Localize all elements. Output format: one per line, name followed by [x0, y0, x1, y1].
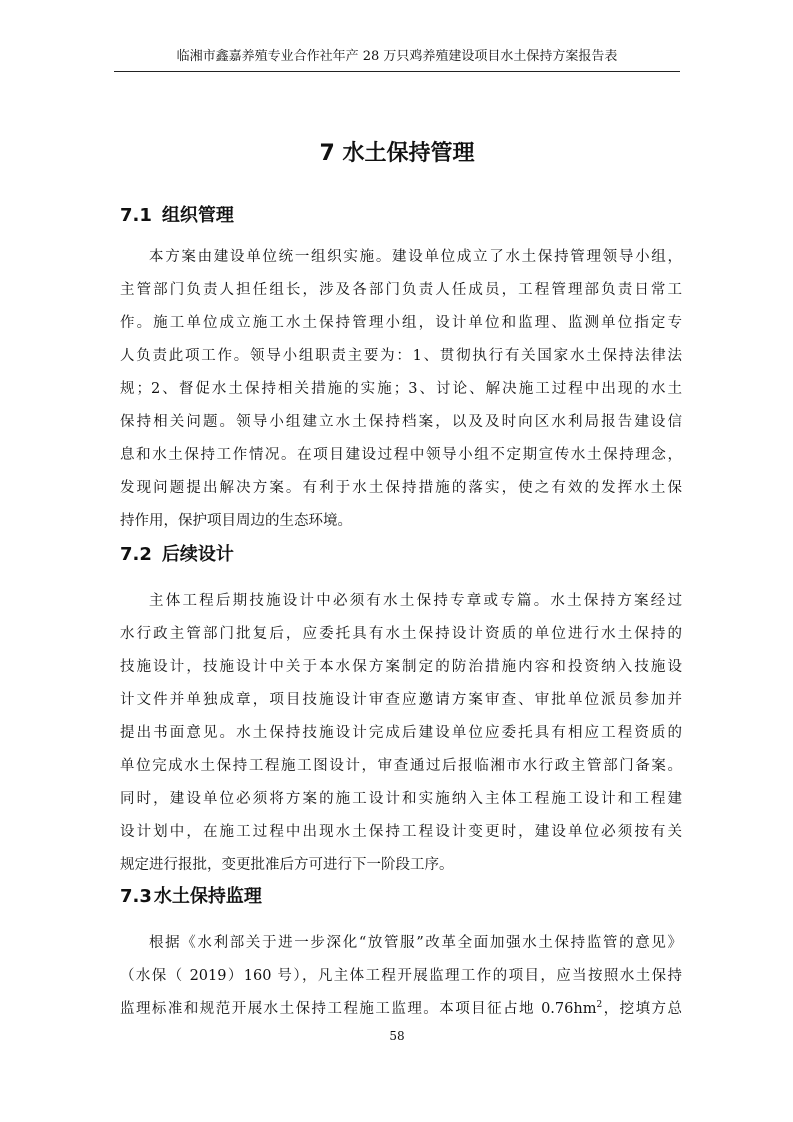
paragraph-line: 设计划中，在施工过程中出现水土保持工程设计变更时，建设单位必须按有关 — [120, 824, 682, 840]
paragraph-line: 主管部门负责人担任组长，涉及各部门负责人任成员，工程管理部负责日常工 — [120, 282, 682, 298]
paragraph-line: 持作用，保护项目周边的生态环境。 — [120, 513, 352, 529]
paragraph-line: 本方案由建设单位统一组织实施。建设单位成立了水土保持管理领导小组， — [149, 249, 682, 265]
section-heading-7-2 — [120, 542, 234, 568]
paragraph-line: 规；2、督促水土保持相关措施的实施；3、讨论、解决施工过程中出现的水土 — [120, 381, 682, 397]
page-number: 58 — [389, 1029, 405, 1043]
section-title: 水土保持监理 — [153, 886, 262, 907]
paragraph-line: 人负责此项工作。领导小组职责主要为：1、贯彻执行有关国家水土保持法律法 — [120, 348, 682, 364]
paragraph-line: 提出书面意见。水土保持技施设计完成后建设单位应委托具有相应工程资质的 — [120, 725, 682, 741]
paragraph-line: 根据《水利部关于进一步深化“放管服”改革全面加强水土保持监管的意见》 — [149, 935, 682, 951]
section-title: 组织管理 — [161, 205, 234, 226]
paragraph-follow-up-design — [120, 585, 682, 882]
header-divider — [114, 71, 680, 72]
paragraph-line: 息和水土保持工作情况。在项目建设过程中领导小组不定期宣传水土保持理念， — [120, 447, 682, 463]
paragraph-organization-management — [120, 241, 682, 538]
paragraph-line: 规定进行报批，变更批准后方可进行下一阶段工序。 — [120, 857, 454, 873]
paragraph-line: 水行政主管部门批复后，应委托具有水土保持设计资质的单位进行水土保持的 — [120, 626, 682, 642]
line-text: 监理标准和规范开展水土保持工程施工监理。本项目征占地 0.76hm — [120, 1001, 597, 1017]
paragraph-line: （水保（ 2019）160 号），凡主体工程开展监理工作的项目，应当按照水土保持 — [120, 968, 682, 984]
section-number: 7.2 — [120, 544, 152, 565]
paragraph-line: 技施设计，技施设计中关于本水保方案制定的防治措施内容和投资纳入技施设 — [120, 659, 682, 675]
section-number: 7.1 — [120, 205, 152, 226]
paragraph-line: 计文件并单独成章，项目技施设计审查应邀请方案审查、审批单位派员参加并 — [120, 692, 682, 708]
chapter-title: 7 水土保持管理 — [319, 141, 475, 166]
paragraph-line: 发现问题提出解决方案。有利于水土保持措施的落实，使之有效的发挥水土保 — [120, 480, 682, 496]
paragraph-line: 同时，建设单位必须将方案的施工设计和实施纳入主体工程施工设计和工程建 — [120, 791, 682, 807]
line-text: ，挖填方总 — [602, 1001, 682, 1017]
paragraph-line: 单位完成水土保持工程施工图设计，审查通过后报临湘市水行政主管部门备案。 — [120, 758, 682, 774]
section-heading-7-3 — [120, 884, 262, 910]
document-header: 临湘市鑫嘉养殖专业合作社年产 28 万只鸡养殖建设项目水土保持方案报告表 — [176, 49, 618, 64]
paragraph-soil-conservation-supervision — [120, 927, 682, 1026]
section-number: 7.3 — [120, 886, 152, 907]
paragraph-line: 作。施工单位成立施工水土保持管理小组，设计单位和监理、监测单位指定专 — [120, 315, 682, 331]
section-heading-7-1 — [120, 203, 234, 229]
paragraph-line: 主体工程后期技施设计中必须有水土保持专章或专篇。水土保持方案经过 — [149, 593, 682, 609]
section-title: 后续设计 — [161, 544, 234, 565]
paragraph-line: 保持相关问题。领导小组建立水土保持档案，以及及时向区水利局报告建设信 — [120, 414, 682, 430]
paragraph-line-with-superscript — [120, 993, 682, 1026]
area-unit-superscript: 2 — [596, 1000, 603, 1010]
